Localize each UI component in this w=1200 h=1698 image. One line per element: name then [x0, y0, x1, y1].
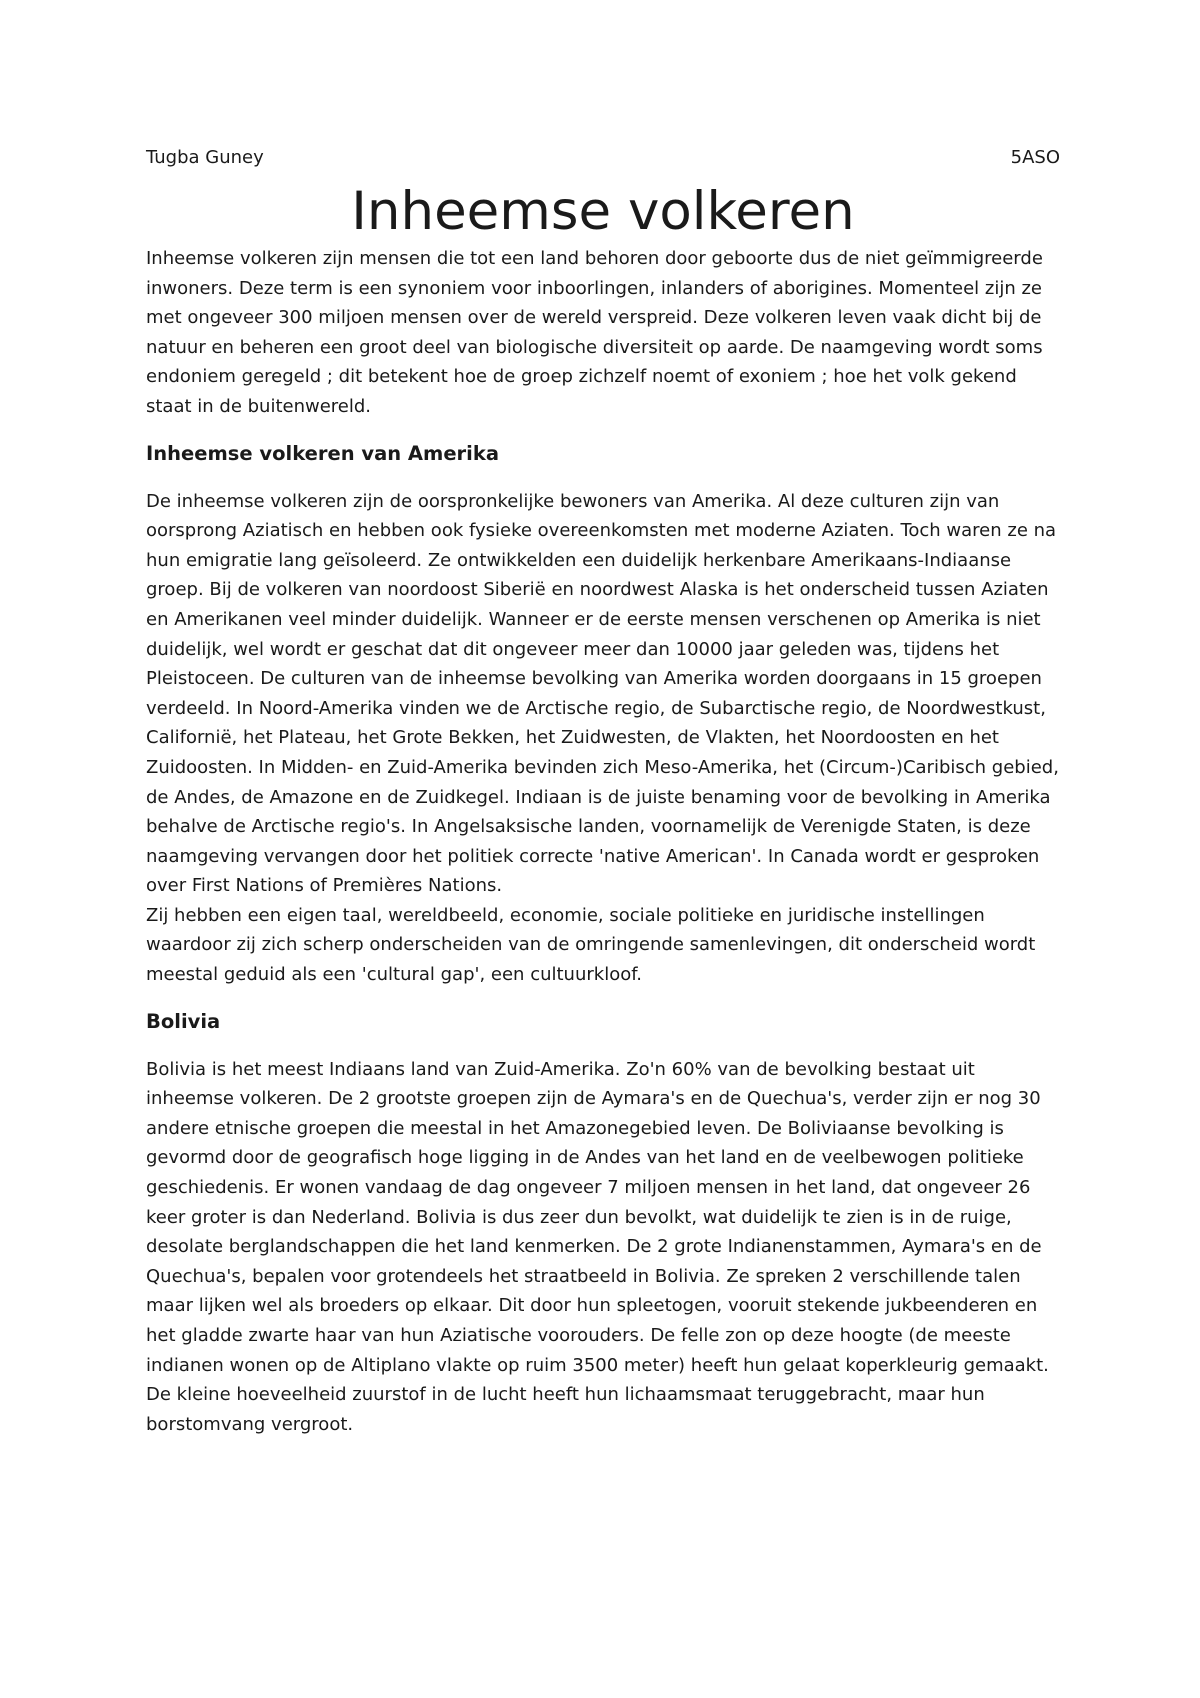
section-amerika: [146, 439, 1060, 990]
section-bolivia: [146, 1007, 1060, 1440]
amerika-paragraph-2: Zij hebben een eigen taal, wereldbeeld, economie, sociale politieke en juridische instellingen waardoor zij zich scherp onderscheiden van de omringende samenlevingen, dit onderscheid wordt meestal geduid als een 'cultural gap', een cultuurkloof.: [146, 904, 1036, 986]
bolivia-paragraph-1: Bolivia is het meest Indiaans land van Zuid-Amerika. Zo'n 60% van de bevolking bestaat uit inheemse volkeren. De 2 grootste groepen zijn de Aymara's en de Quechua's, verder zijn er nog 30 andere etnische groepen die meestal in het Amazonegebied leven. De Boliviaanse bevolking is gevormd door de geografisch hoge ligging in de Andes van het land en de veelbewogen politieke geschiedenis. Er wonen vandaag de dag ongeveer 7 miljoen mensen in het land, dat ongeveer 26 keer groter is dan Nederland. Bolivia is dus zeer dun bevolkt, wat duidelijk te zien is in de ruige, desolate berglandschappen die het land kenmerken. De 2 grote Indianenstammen, Aymara's en de Quechua's, bepalen voor grotendeels het straatbeeld in Bolivia. Ze spreken 2 verschillende talen maar lijken wel als broeders op elkaar. Dit door hun spleetogen, vooruit stekende jukbeenderen en het gladde zwarte haar van hun Aziatische voorouders. De felle zon op deze hoogte (de meeste indianen wonen op de Altiplano vlakte op ruim 3500 meter) heeft hun gelaat koperkleurig gemaakt. De kleine hoeveelheid zuurstof in de lucht heeft hun lichaamsmaat teruggebracht, maar hun borstomvang vergroot.: [146, 1058, 1049, 1435]
author-name: Tugba Guney: [146, 147, 264, 168]
section-heading-amerika: Inheemse volkeren van Amerika: [146, 441, 499, 465]
document-title: Inheemse volkeren: [351, 181, 855, 242]
class-label: 5ASO: [1010, 147, 1060, 168]
section-heading-bolivia: Bolivia: [146, 1009, 221, 1033]
document-header: [146, 146, 1060, 170]
amerika-paragraph-1: De inheemse volkeren zijn de oorspronkelijke bewoners van Amerika. Al deze culturen zijn van oorsprong Aziatisch en hebben ook fysieke overeenkomsten met moderne Aziaten. Toch waren ze na hun emigratie lang geïsoleerd. Ze ontwikkelden een duidelijk herkenbare Amerikaans-Indiaanse groep. Bij de volkeren van noordoost Siberië en noordwest Alaska is het onderscheid tussen Aziaten en Amerikanen veel minder duidelijk. Wanneer er de eerste mensen verschenen op Amerika is niet duidelijk, wel wordt er geschat dat dit ongeveer meer dan 10000 jaar geleden was, tijdens het Pleistoceen. De culturen van de inheemse bevolking van Amerika worden doorgaans in 15 groepen verdeeld. In Noord-Amerika vinden we de Arctische regio, de Subarctische regio, de Noordwestkust, Californië, het Plateau, het Grote Bekken, het Zuidwesten, de Vlakten, het Noordoosten en het Zuidoosten. In Midden- en Zuid-Amerika bevinden zich Meso-Amerika, het (Circum-)Caribisch gebied, de Andes, de Amazone en de Zuidkegel. Indiaan is de juiste benaming voor de bevolking in Amerika behalve de Arctische regio's. In Angelsaksische landen, voornamelijk de Verenigde Staten, is deze naamgeving vervangen door het politiek correcte 'native American'. In Canada wordt er gesproken over First Nations of Premières Nations.: [146, 490, 1059, 897]
intro-paragraph: Inheemse volkeren zijn mensen die tot een land behoren door geboorte dus de niet geïmmigreerde inwoners. Deze term is een synoniem voor inboorlingen, inlanders of aborigines. Momenteel zijn ze met ongeveer 300 miljoen mensen over de wereld verspreid. Deze volkeren leven vaak dicht bij de natuur en beheren een groot deel van biologische diversiteit op aarde. De naamgeving wordt soms endoniem geregeld ; dit betekent hoe de groep zichzelf noemt of exoniem ; hoe het volk gekend staat in de buitenwereld.: [146, 248, 1043, 417]
document-page: [146, 146, 1060, 1439]
